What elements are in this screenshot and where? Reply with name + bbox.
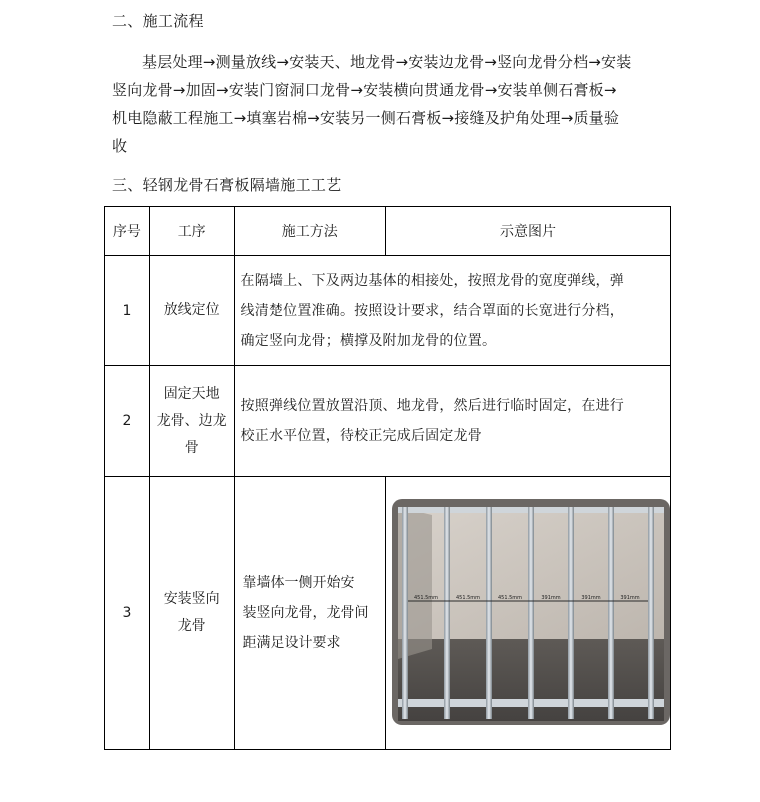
row-number: 2 bbox=[105, 366, 150, 477]
stud bbox=[648, 507, 654, 719]
dimension-label: 451.5mm bbox=[455, 595, 481, 601]
table-row bbox=[105, 256, 671, 366]
method-line: 按照弹线位置放置沿顶、地龙骨，然后进行临时固定，在进行 bbox=[240, 398, 624, 414]
flow-line: 机电隐蔽工程施工→填塞岩棉→安装另一侧石膏板→接缝及护角处理→质量验 bbox=[112, 109, 620, 127]
stud bbox=[608, 507, 614, 719]
stud bbox=[568, 507, 574, 719]
dimension-label: 391mm bbox=[581, 595, 601, 601]
stud bbox=[486, 507, 492, 719]
row-method bbox=[234, 256, 670, 366]
method-line: 校正水平位置，待校正完成后固定龙骨 bbox=[240, 428, 482, 444]
flow-line: 收 bbox=[112, 137, 128, 155]
dimension-label: 391mm bbox=[541, 595, 561, 601]
construction-flow-paragraph bbox=[112, 48, 652, 160]
row-step bbox=[149, 477, 234, 750]
method-line: 装竖向龙骨，龙骨间 bbox=[242, 605, 369, 621]
table-row bbox=[105, 477, 671, 750]
step-line: 骨 bbox=[184, 439, 199, 456]
table-row bbox=[105, 366, 671, 477]
row-number: 3 bbox=[105, 477, 150, 750]
row-number: 1 bbox=[105, 256, 150, 366]
step-line: 安装竖向 bbox=[163, 591, 220, 607]
figure-cell bbox=[385, 477, 670, 750]
process-table bbox=[104, 206, 671, 750]
method-line: 在隔墙上、下及两边基体的相接处，按照龙骨的宽度弹线，弹 bbox=[240, 272, 624, 289]
row-step bbox=[149, 256, 234, 366]
step-line: 放线定位 bbox=[163, 302, 220, 318]
header-method: 施工方法 bbox=[234, 207, 385, 256]
method-line: 线清楚位置准确。按照设计要求，结合罩面的长宽进行分档， bbox=[240, 302, 624, 319]
step-line: 固定天地 bbox=[163, 385, 220, 402]
dimension-label: 451.5mm bbox=[413, 595, 439, 601]
row-method bbox=[234, 366, 670, 477]
flow-line: 竖向龙骨→加固→安装门窗洞口龙骨→安装横向贯通龙骨→安装单侧石膏板→ bbox=[112, 81, 617, 99]
flow-line: 基层处理→测量放线→安装天、地龙骨→安装边龙骨→竖向龙骨分档→安装 bbox=[142, 53, 632, 71]
header-no: 序号 bbox=[105, 207, 150, 256]
steel-stud-illustration bbox=[392, 499, 670, 725]
section-2-heading: 二、施工流程 bbox=[112, 12, 204, 30]
method-line: 靠墙体一侧开始安 bbox=[242, 575, 355, 591]
stud bbox=[444, 507, 450, 719]
dimension-label: 451.5mm bbox=[497, 595, 523, 601]
stud bbox=[402, 507, 408, 719]
section-3-heading: 三、轻钢龙骨石膏板隔墙施工工艺 bbox=[112, 176, 342, 194]
header-image: 示意图片 bbox=[385, 207, 670, 256]
step-line: 龙骨、边龙 bbox=[156, 412, 227, 429]
method-line: 确定竖向龙骨；横撑及附加龙骨的位置。 bbox=[240, 332, 497, 349]
stud bbox=[528, 507, 534, 719]
row-step bbox=[149, 366, 234, 477]
row-method bbox=[234, 477, 385, 750]
header-step: 工序 bbox=[149, 207, 234, 256]
dimension-label: 391mm bbox=[620, 595, 640, 601]
table-header-row bbox=[105, 207, 671, 256]
method-line: 距满足设计要求 bbox=[242, 635, 341, 651]
step-line: 龙骨 bbox=[177, 618, 206, 634]
